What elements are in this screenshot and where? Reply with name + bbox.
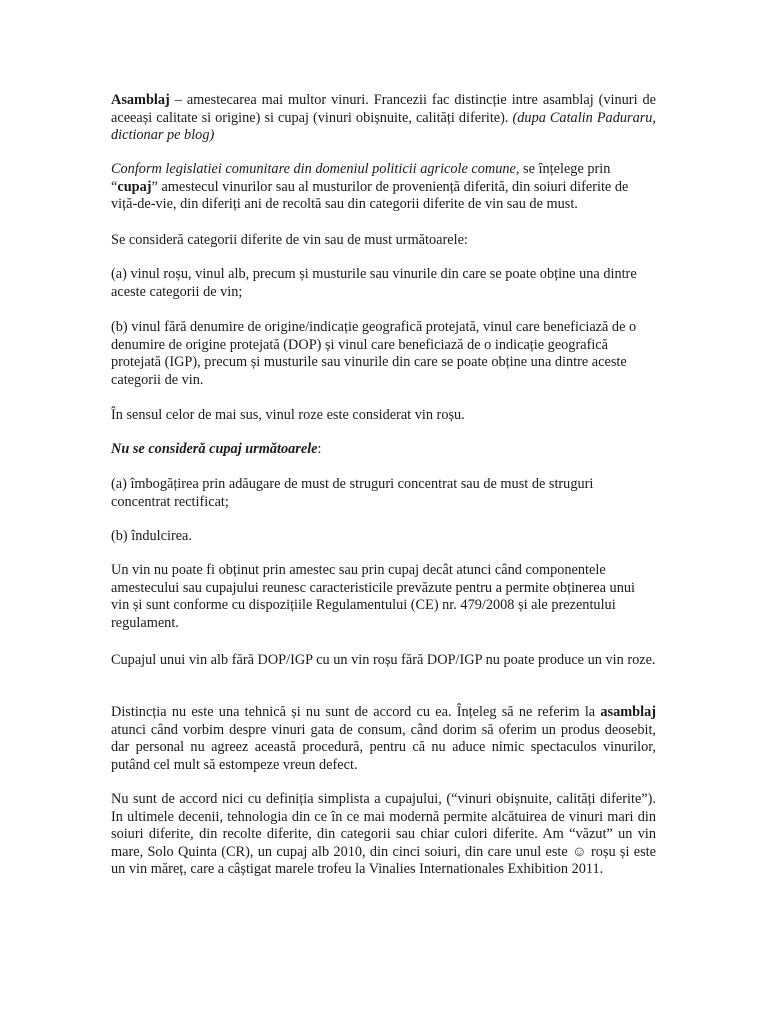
paragraph-roze-note: În sensul celor de mai sus, vinul roze este considerat vin roșu.	[111, 407, 465, 423]
legislation-reference: Conform legislatiei comunitare din domeniul politicii agricole comune	[111, 161, 516, 177]
paragraph-exclusion-a: (a) îmbogățirea prin adăugare de must de struguri concentrat sau de must de struguri concentrat rectificat;	[111, 476, 594, 510]
paragraph-category-a: (a) vinul roșu, vinul alb, precum și musturile sau vinurile din care se poate obține una dintre aceste categorii de vin;	[111, 266, 637, 300]
paragraph-roze-restriction: Cupajul unui vin alb fără DOP/IGP cu un vin roșu fără DOP/IGP nu poate produce un vin roze.	[111, 652, 656, 668]
paragraph-not-cupaj-heading: Nu se consideră cupaj următoarele:	[111, 441, 322, 457]
paragraph-category-b: (b) vinul fără denumire de origine/indicație geografică protejată, vinul care beneficiază de o denumire de origine protejată (DOP) și vinul care beneficiază de o indicație geografică protejată (IGP), precum și musturile sau vinurile din care se poate obține una dintre aceste categorii de vin.	[111, 319, 637, 388]
paragraph-asamblaj-definition	[111, 92, 656, 145]
term-asamblaj-bold: asamblaj	[600, 704, 656, 720]
term-asamblaj: Asamblaj	[111, 92, 170, 108]
paragraph-author-opinion: Distincția nu este una tehnică și nu sunt de accord cu ea. Înțeleg să ne referim la asamblaj atunci când vorbim despre vinuri gata de consum, când dorim să oferim un produs deosebit, dar personal nu agreez această procedură, pentru că nu aduce nimic spectaculos vinurilor, putând cel mult să estompeze vreun defect.	[111, 704, 656, 773]
term-cupaj: cupaj	[117, 178, 152, 195]
paragraph-cupaj-critique: Nu sunt de accord nici cu definiția simplista a cupajului, (“vinuri obișnuite, calități diferite”). In ultimele decenii, tehnologia din ce în ce mai modernă permite alcătuirea de vinuri mari din soiuri diferite, din recolte diferite, din categorii sau chiar culori diferite. Am “văzut” un vin mare, Solo Quinta (CR), un cupaj alb 2010, din cinci soiuri, din care unul este ☺ roșu și este un vin măreț, care a câștigat marele trofeu la Vinalies Internationales Exhibition 2011.	[111, 791, 656, 877]
paragraph-obtaining-wine: Un vin nu poate fi obținut prin amestec sau prin cupaj decât atunci când componentele amestecului sau cupajului reunesc caracteristicile prevăzute pentru a permite obținerea unui vin și sunt conforme cu dispozițiile Regulamentului (CE) nr. 479/2008 și ale prezentului regulament.	[111, 562, 635, 631]
paragraph-exclusion-b: (b) îndulcirea.	[111, 528, 192, 544]
source-citation: (dupa Catalin Paduraru, dictionar pe blog)	[111, 109, 656, 143]
heading-not-cupaj: Nu se consideră cupaj următoarele	[111, 441, 318, 457]
paragraph-legal-definition: Conform legislatiei comunitare din domeniul politicii agricole comune, se înțelege prin “cupaj” amestecul vinurilor sau al musturilor de proveniență diferită, din soiuri diferite de viță-de-vie, din diferiți ani de recoltă sau din categorii diferite de vin sau de must.	[111, 161, 629, 212]
definition-text: – amestecarea mai multor vinuri. Francezii fac distincție intre asamblaj (vinuri de aceeași calitate si origine) si cupaj (vinuri obișnuite, calități diferite).	[111, 92, 656, 126]
paragraph-categories-intro: Se consideră categorii diferite de vin sau de must următoarele:	[111, 232, 468, 248]
